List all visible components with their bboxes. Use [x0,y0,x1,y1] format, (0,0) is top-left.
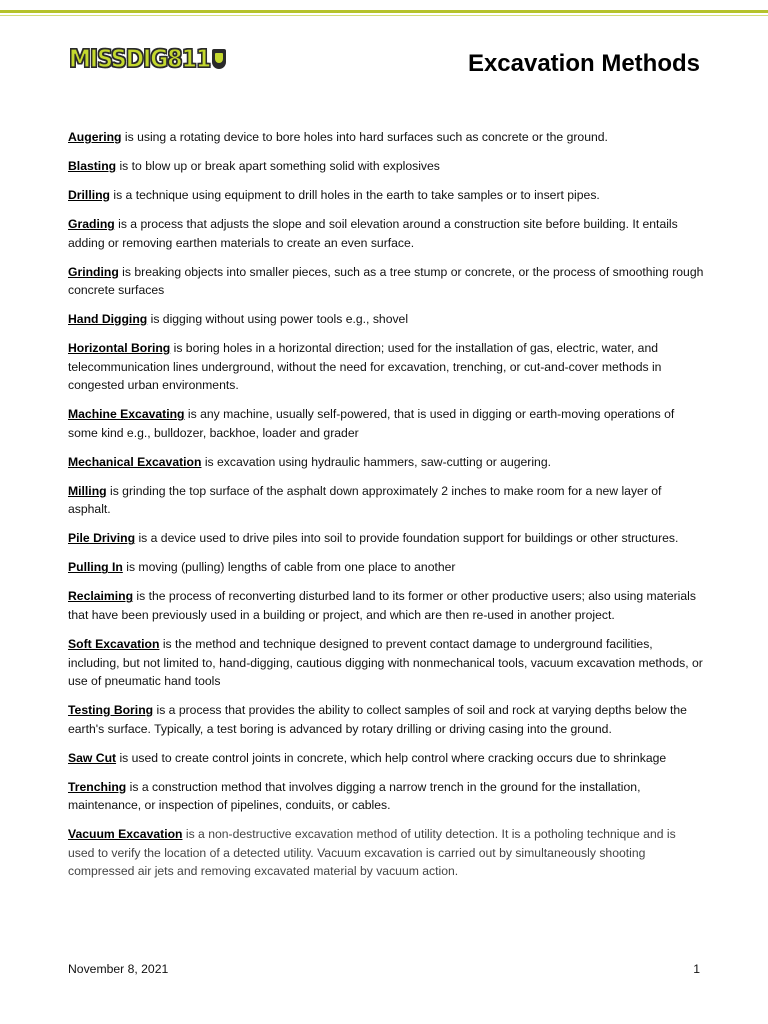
term: Pulling In [68,560,123,575]
term: Pile Driving [68,531,136,546]
header-rule-thin [0,15,768,16]
page-title: Excavation Methods [467,50,700,77]
definition: is used to create control joints in concrete, which help control where cracking occurs due to shrinkage [116,750,667,765]
definition: is a technique using equipment to drill holes in the earth to take samples or to insert pipes. [109,187,600,202]
definition: is boring holes in a horizontal direction; used for the installation of gas, electric, water, and telecommunication lines underground, without the need for excavation, trenching, or cut-and-cover methods in congested urban environments. [68,341,662,393]
header-rule [0,10,768,13]
definition: is a process that adjusts the slope and soil elevation around a construction site before building. It entails adding or removing earthen materials to create an even surface. [68,216,678,250]
term: Machine Excavating [68,407,185,422]
definition: is to blow up or break apart something solid with explosives [116,158,440,173]
entry-horizontal-boring [68,339,704,395]
definition: is grinding the top surface of the asphalt down approximately 2 inches to make room for a new layer of asphalt. [68,483,662,517]
definition: is a device used to drive piles into soil to provide foundation support for buildings or other structures. [135,531,679,546]
entry-blasting [68,157,704,176]
entry-vacuum-excavation [68,825,704,881]
entry-pulling-in [68,558,704,577]
entry-trenching [68,778,704,815]
missdig-logo [69,42,226,76]
entry-milling [68,482,704,519]
definition: is a non-destructive excavation method of utility detection. It is a potholing technique and is used to verify the location of a detected utility. Vacuum excavation is carried out by simultaneously shooting compressed air jets and removing excavated material by vacuum action. [68,827,676,879]
term: Vacuum Excavation [68,827,183,842]
term: Reclaiming [68,589,134,604]
entry-saw-cut [68,749,704,768]
entry-reclaiming [68,587,704,624]
definition: is digging without using power tools e.g., shovel [147,312,409,327]
shield-icon [212,49,226,69]
term: Augering [68,130,122,144]
entry-grinding [68,263,704,300]
term: Blasting [68,158,117,173]
definition: is a process that provides the ability to collect samples of soil and rock at varying depths below the earth's surface. Typically, a test boring is advanced by rotary drilling or driving casing into the ground. [68,703,687,736]
term: Milling [68,483,107,498]
entry-soft-excavation [68,635,704,691]
footer-date: November 8, 2021 [68,962,169,976]
page-number: 1 [693,962,700,976]
entry-machine-excavating [68,405,704,442]
entry-hand-digging [68,310,704,329]
term: Testing Boring [68,703,154,718]
definition: is breaking objects into smaller pieces, such as a tree stump or concrete, or the process of smoothing rough concrete surfaces [68,264,704,298]
term: Grading [68,216,115,231]
logo-text: MISSDIG811 [69,44,211,74]
definition: is a construction method that involves digging a narrow trench in the ground for the installation, maintenance, or inspection of pipelines, conduits, or cables. [68,779,641,813]
term: Drilling [68,187,110,202]
term: Soft Excavation [68,636,160,651]
definitions-list [68,128,704,891]
term: Grinding [68,264,119,279]
entry-mechanical-excavation [68,453,704,472]
definition: is using a rotating device to bore holes into hard surfaces such as concrete or the ground. [121,130,608,144]
entry-augering [68,128,704,147]
term: Horizontal Boring [68,341,171,356]
definition: is the method and technique designed to prevent contact damage to underground facilities, including, but not limited to, hand-digging, cautious digging with nonmechanical tools, vacuum excavation methods, or use of pneumatic hand tools [68,636,703,689]
definition: is the process of reconverting disturbed land to its former or other productive users; also using materials that have been previously used in a building or project, and which are then re-used in another project. [68,589,696,622]
definition: is excavation using hydraulic hammers, saw-cutting or augering. [201,454,551,469]
entry-testing-boring [68,701,704,738]
term: Trenching [68,779,127,794]
definition: is any machine, usually self-powered, that is used in digging or earth-moving operations of some kind e.g., bulldozer, backhoe, loader and grader [68,407,675,440]
entry-grading [68,215,704,252]
term: Saw Cut [68,750,117,765]
definition: is moving (pulling) lengths of cable from one place to another [122,560,456,575]
term: Mechanical Excavation [68,454,202,469]
term: Hand Digging [68,312,148,327]
entry-drilling [68,186,704,205]
entry-pile-driving [68,529,704,548]
